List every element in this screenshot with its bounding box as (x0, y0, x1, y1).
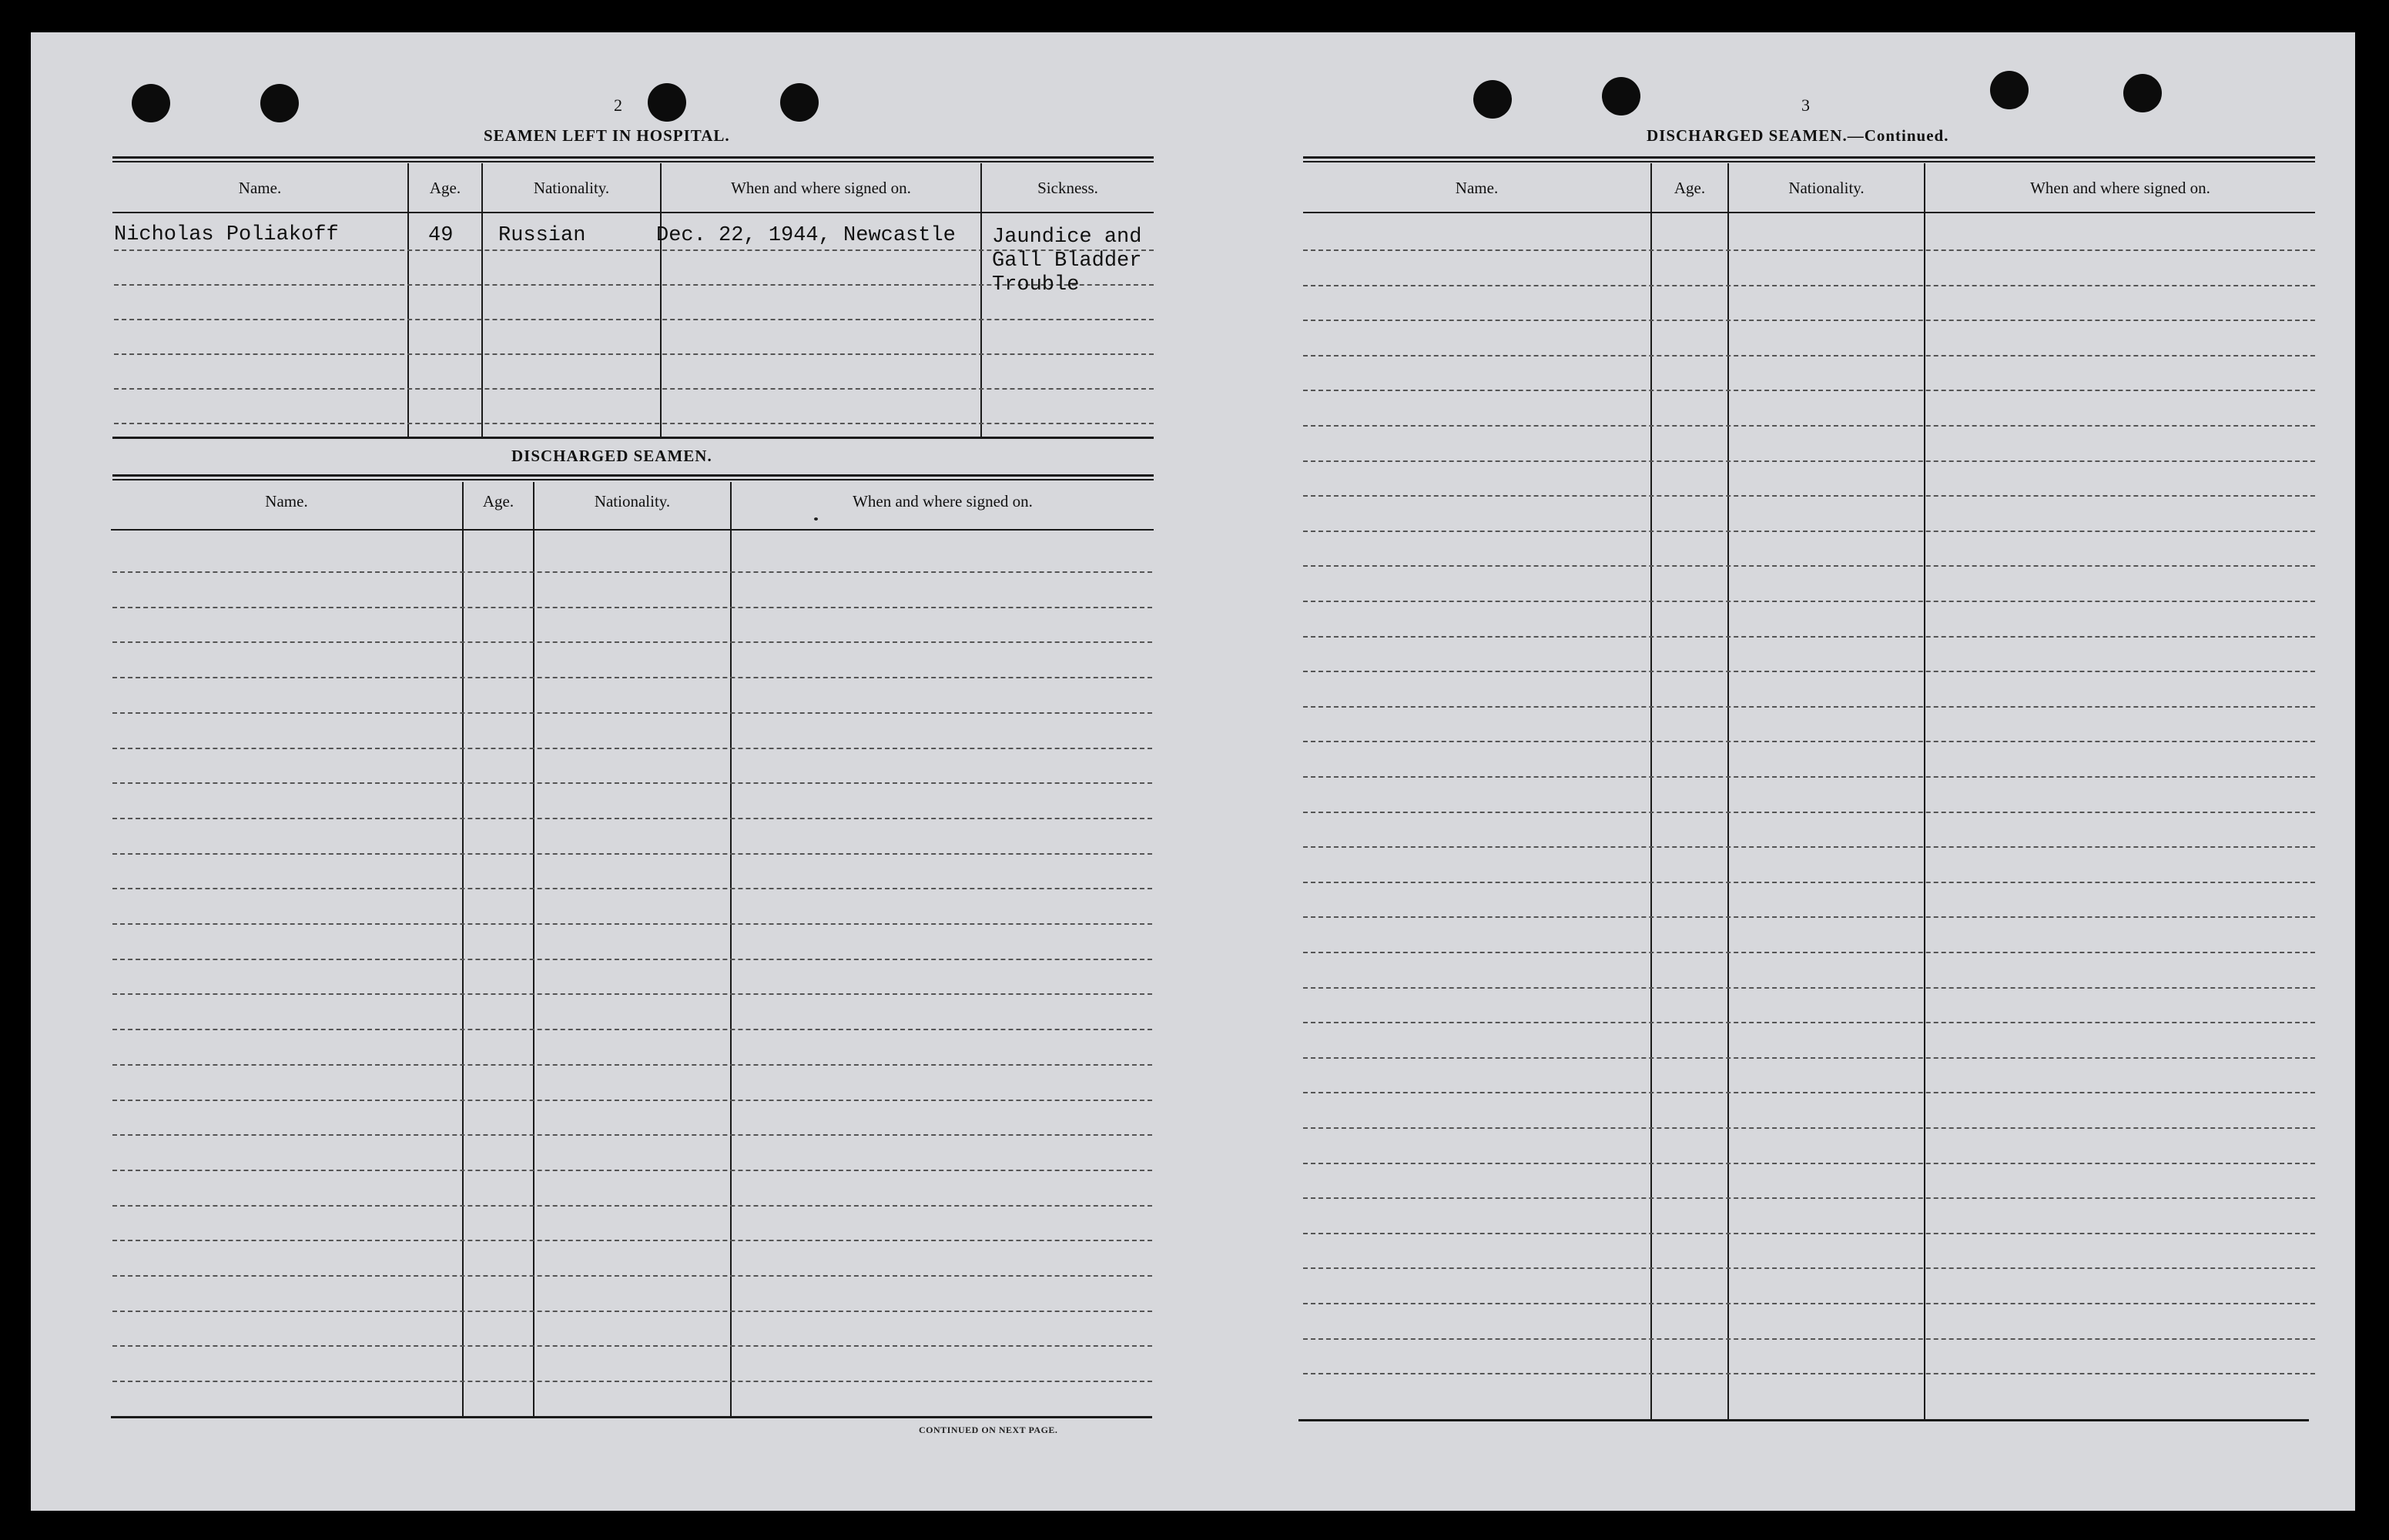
col-header-nationality: Nationality. (1788, 179, 1865, 197)
entry-nationality: Russian (498, 224, 586, 247)
punch-hole (1602, 77, 1640, 116)
row-line (112, 1275, 1152, 1277)
row-line (112, 1240, 1152, 1241)
row-line (114, 423, 1154, 424)
col-header-signed-on: When and where signed on. (853, 492, 1033, 511)
row-line (1303, 565, 2315, 567)
bottom-rule (1298, 1419, 2309, 1421)
row-line (112, 748, 1152, 749)
col-header-age: Age. (1674, 179, 1706, 197)
row-line (1303, 882, 2315, 883)
column-divider (407, 163, 409, 437)
row-line (1303, 601, 2315, 602)
punch-hole (132, 84, 170, 122)
row-line (1303, 1303, 2315, 1304)
punch-hole (1990, 71, 2029, 109)
row-line (112, 888, 1152, 889)
row-line (1303, 285, 2315, 286)
entry-sickness-line: Gall Bladder (992, 249, 1142, 273)
document-sheet (31, 32, 2355, 1511)
row-line (112, 607, 1152, 608)
row-line (1303, 460, 2315, 462)
entry-age: 49 (428, 224, 454, 247)
col-header-age: Age. (482, 492, 514, 511)
row-line (1303, 1267, 2315, 1269)
col-header-sickness: Sickness. (1037, 179, 1098, 197)
row-line (112, 1205, 1152, 1207)
row-line (112, 1064, 1152, 1066)
continued-footer: CONTINUED ON NEXT PAGE. (919, 1424, 1058, 1435)
punch-hole (260, 84, 299, 122)
row-line (1303, 846, 2315, 848)
row-line (1303, 916, 2315, 918)
row-line (112, 782, 1152, 784)
row-line (1303, 1057, 2315, 1059)
row-line (1303, 671, 2315, 672)
page-number: 2 (614, 95, 622, 115)
row-line (112, 641, 1152, 643)
row-line (112, 1345, 1152, 1347)
row-line (112, 677, 1152, 678)
row-line (112, 818, 1152, 819)
row-line (1303, 636, 2315, 638)
header-rule (111, 529, 1154, 531)
row-line (1303, 320, 2315, 321)
entry-sickness-line: Trouble (992, 273, 1080, 296)
page-number: 3 (1801, 95, 1810, 115)
double-rule (1303, 156, 2315, 159)
row-line (1303, 1127, 2315, 1129)
row-line (1303, 1338, 2315, 1340)
col-header-signed-on: When and where signed on. (2030, 179, 2210, 197)
row-line (112, 923, 1152, 925)
row-line (1303, 355, 2315, 357)
row-line (1303, 390, 2315, 391)
row-line (1303, 812, 2315, 813)
col-header-name: Name. (265, 492, 308, 511)
row-line (1303, 1233, 2315, 1234)
double-rule (1303, 161, 2315, 162)
punch-hole (1473, 80, 1512, 119)
entry-sickness-line: Jaundice and (992, 226, 1142, 249)
row-line (112, 1134, 1152, 1136)
row-line (1303, 249, 2315, 251)
column-divider (1727, 163, 1729, 1419)
punch-hole (780, 83, 819, 122)
row-line (1303, 952, 2315, 953)
row-line (114, 353, 1154, 355)
right-page (1232, 32, 2355, 1511)
column-divider (980, 163, 982, 437)
row-line (112, 853, 1152, 855)
row-line (1303, 987, 2315, 989)
row-line (112, 1311, 1152, 1312)
entry-signed-on: Dec. 22, 1944, Newcastle (656, 224, 956, 247)
row-line (1303, 531, 2315, 532)
row-line (112, 571, 1152, 573)
col-header-age: Age. (429, 179, 461, 197)
column-divider (1924, 163, 1925, 1419)
col-header-nationality: Nationality. (594, 492, 671, 511)
row-line (112, 959, 1152, 960)
row-line (1303, 425, 2315, 427)
row-line (114, 319, 1154, 320)
double-rule (112, 479, 1154, 480)
row-line (112, 1170, 1152, 1171)
row-line (1303, 1373, 2315, 1374)
row-line (112, 712, 1152, 714)
column-divider (1650, 163, 1652, 1419)
row-line (1303, 706, 2315, 708)
row-line (1303, 1163, 2315, 1164)
right-page-title: DISCHARGED SEAMEN.—Continued. (1647, 126, 1949, 145)
punch-hole (2123, 74, 2162, 112)
header-rule (112, 212, 1154, 213)
row-line (1303, 741, 2315, 742)
double-rule (112, 156, 1154, 159)
row-line (112, 1381, 1152, 1382)
col-header-name: Name. (1455, 179, 1499, 197)
col-header-signed-on: When and where signed on. (731, 179, 911, 197)
double-rule (112, 161, 1154, 162)
row-line (112, 1100, 1152, 1101)
column-divider (481, 163, 483, 437)
bottom-rule (111, 1416, 1152, 1418)
entry-name: Nicholas Poliakoff (114, 223, 339, 246)
row-line (1303, 1197, 2315, 1199)
col-header-nationality: Nationality. (533, 179, 610, 197)
row-line (112, 1029, 1152, 1030)
col-header-name: Name. (238, 179, 282, 197)
left-page (31, 32, 1232, 1511)
row-line (1303, 1022, 2315, 1023)
column-divider (660, 163, 662, 437)
hospital-section-title: SEAMEN LEFT IN HOSPITAL. (484, 126, 730, 145)
discharged-section-title: DISCHARGED SEAMEN. (511, 447, 712, 465)
header-rule (1303, 212, 2315, 213)
row-line (1303, 495, 2315, 497)
double-rule (112, 474, 1154, 477)
row-line (1303, 1092, 2315, 1093)
row-line (112, 993, 1152, 995)
row-line (1303, 776, 2315, 778)
ink-speck (814, 517, 818, 521)
punch-hole (648, 83, 686, 122)
bottom-rule (112, 437, 1154, 439)
row-line (114, 388, 1154, 390)
